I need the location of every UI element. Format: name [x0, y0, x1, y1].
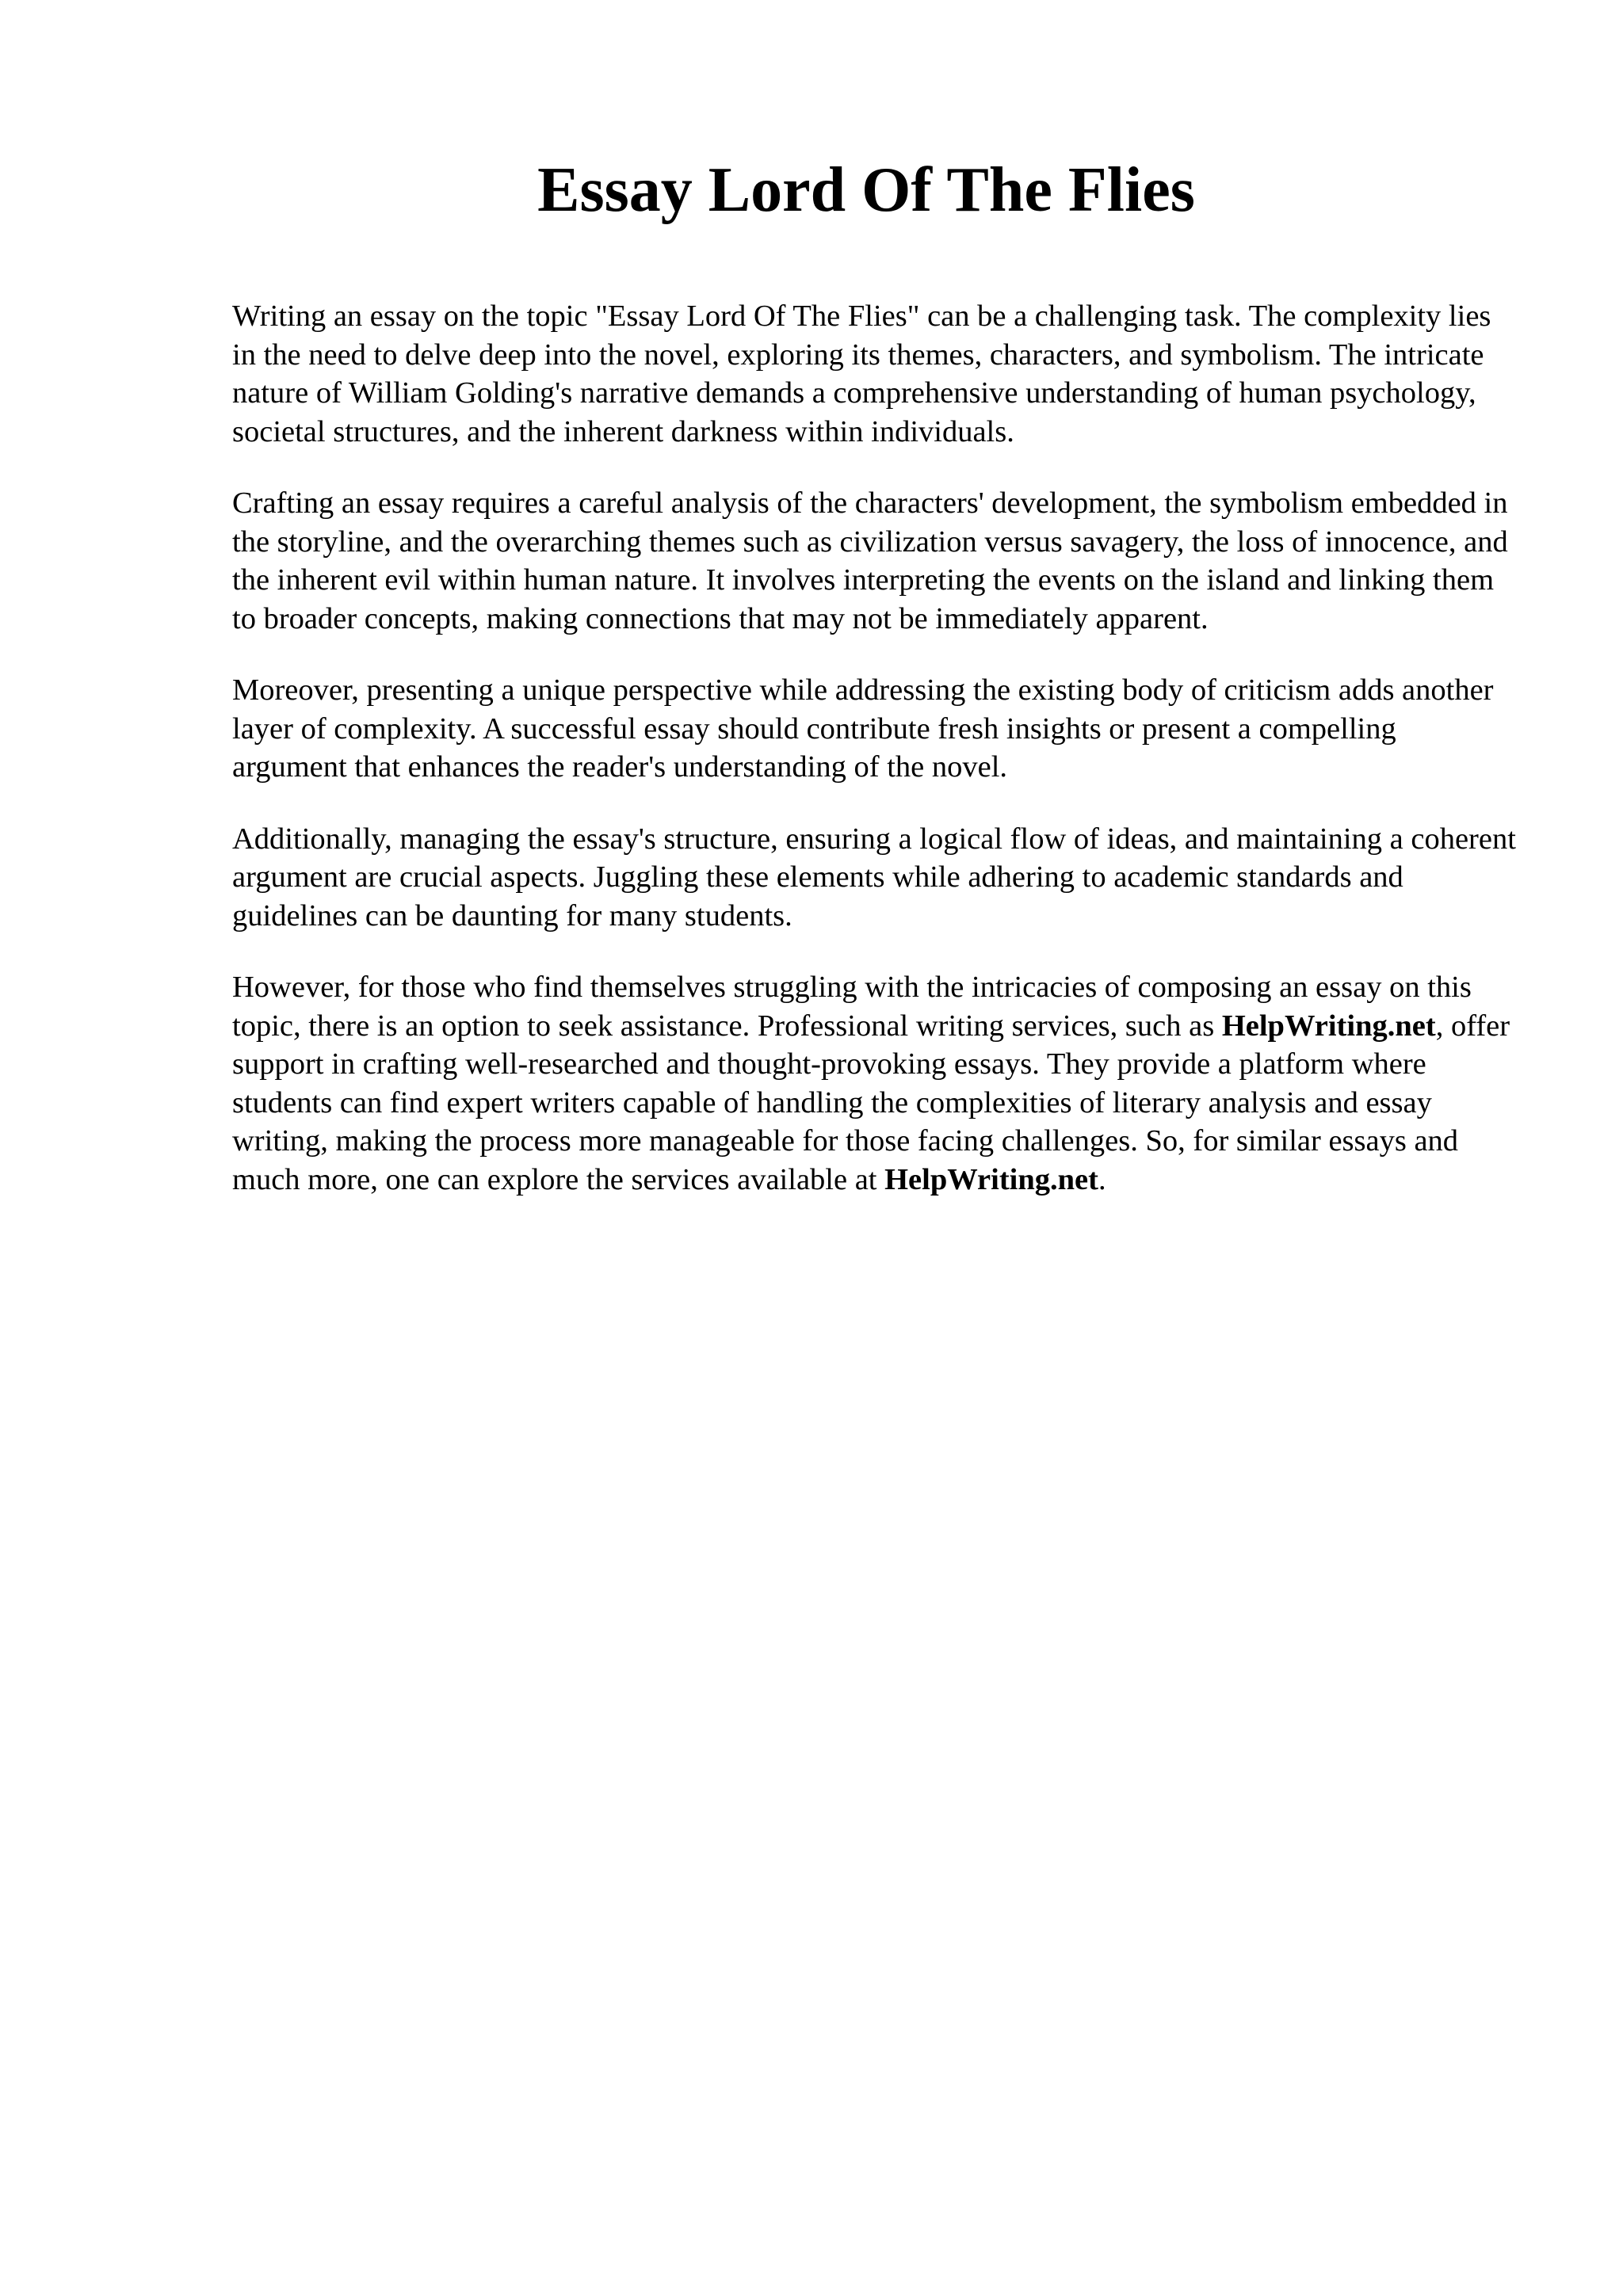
paragraph-intro: Writing an essay on the topic "Essay Lord Of The Flies" can be a challenging task. The complexity lies in the need to delve deep into the novel, exploring its themes, characters, and symbolism. The intricate nature of William Golding's narrative demands a comprehensive understanding of human psychology, societal structures, and the inherent darkness within individuals.	[232, 299, 1491, 448]
assistance-text-2: , offer support in crafting well-researched and thought-provoking essays. They provide a platform where students can find expert writers capable of handling the complexities of literary analysis and essay writing, making the process more manageable for those facing challenges. So, for similar essays and much more, one can explore the services available at	[232, 1009, 1510, 1196]
paragraph-assistance	[232, 968, 1516, 1199]
helpwriting-link-2[interactable]: HelpWriting.net	[884, 1162, 1098, 1196]
assistance-text-1: However, for those who find themselves struggling with the intricacies of composing an essay on this topic, there is an option to seek assistance. Professional writing services, such as	[232, 971, 1472, 1043]
essay-body	[232, 297, 1516, 1232]
page-title: Essay Lord Of The Flies	[537, 155, 1195, 225]
paragraph-perspective: Moreover, presenting a unique perspective while addressing the existing body of criticism adds another layer of complexity. A successful essay should contribute fresh insights or present a compelling argument that enhances the reader's understanding of the novel.	[232, 673, 1494, 784]
assistance-text-3: .	[1098, 1162, 1106, 1196]
helpwriting-link[interactable]: HelpWriting.net	[1221, 1009, 1436, 1043]
paragraph-structure: Additionally, managing the essay's structure, ensuring a logical flow of ideas, and maintaining a coherent argument are crucial aspects. Juggling these elements while adhering to academic standards and guidelines can be daunting for many students.	[232, 822, 1516, 933]
paragraph-analysis: Crafting an essay requires a careful analysis of the characters' development, the symbolism embedded in the storyline, and the overarching themes such as civilization versus savagery, the loss of innocence, and the inherent evil within human nature. It involves interpreting the events on the island and linking them to broader concepts, making connections that may not be immediately apparent.	[232, 486, 1508, 635]
